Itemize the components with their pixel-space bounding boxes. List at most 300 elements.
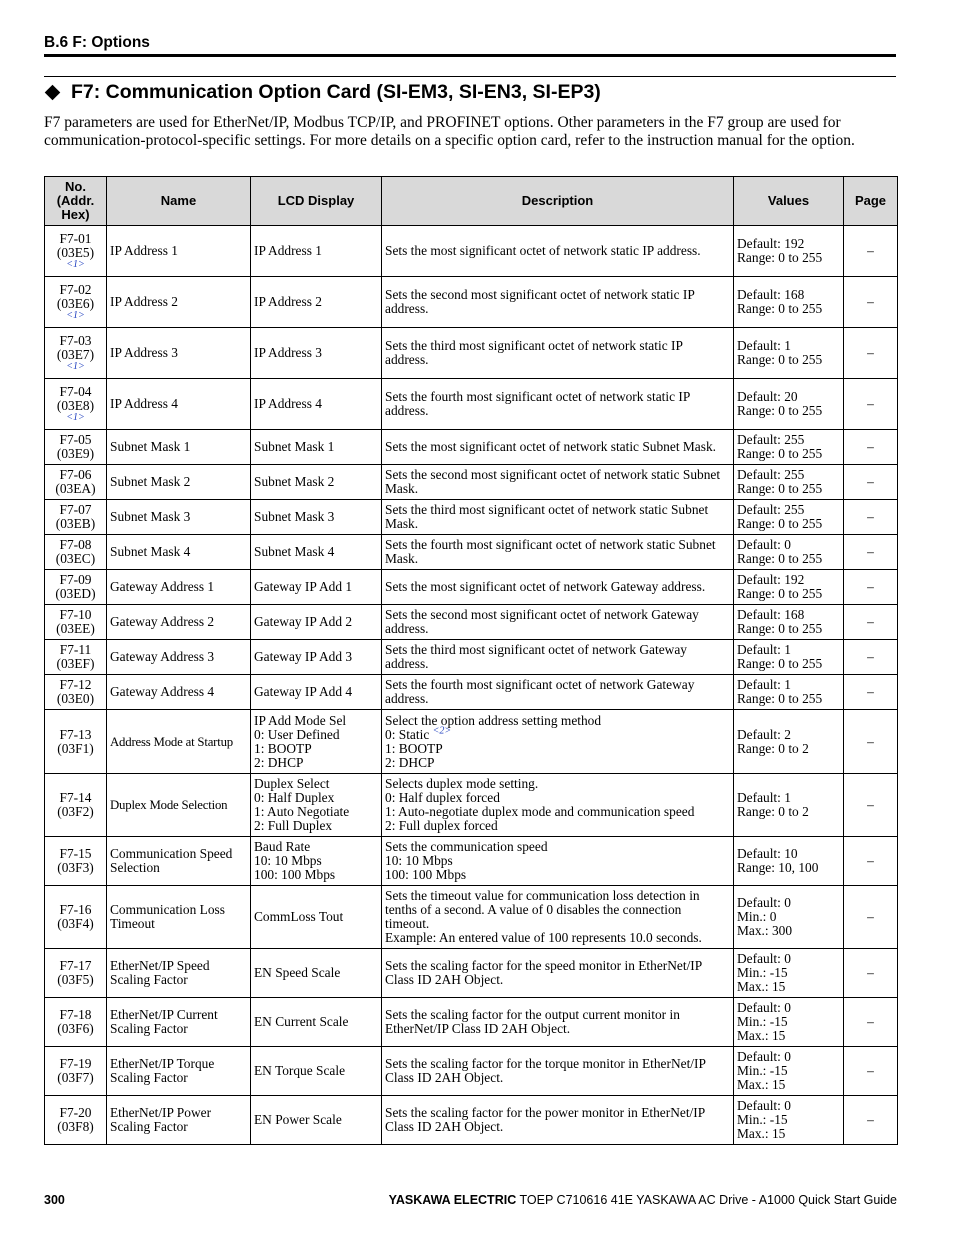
param-name: Subnet Mask 4: [110, 544, 191, 559]
lcd-display-text: Gateway IP Add 3: [254, 649, 353, 664]
table-row: [45, 774, 898, 837]
description-cell: [382, 1047, 734, 1096]
lcd-display-text: 10: 10 Mbps: [254, 853, 322, 868]
value-text: Default: 0: [737, 1098, 791, 1113]
param-number: F7-01: [59, 231, 92, 246]
description-cell: [382, 640, 734, 675]
description-text: address.: [385, 352, 429, 367]
footnote-ref: <1>: [66, 361, 85, 372]
value-text: Max.: 15: [737, 979, 786, 994]
table-row: [45, 430, 898, 465]
values-cell: [734, 1047, 844, 1096]
page-cell: –: [844, 605, 898, 640]
value-text: Range: 0 to 2: [737, 804, 809, 819]
param-number-cell: [45, 379, 107, 430]
description-cell: [382, 837, 734, 886]
values-cell: [734, 570, 844, 605]
description-text: 100: 100 Mbps: [385, 867, 467, 882]
description-text: Mask.: [385, 481, 419, 496]
value-text: Default: 0: [737, 951, 791, 966]
param-name-cell: [107, 277, 251, 328]
description-text: Sets the fourth most significant octet of network static IP: [385, 389, 691, 404]
lcd-display-text: 1: Auto Negotiate: [254, 804, 350, 819]
description-cell: [382, 277, 734, 328]
param-address: (03F1): [57, 740, 94, 756]
param-number: F7-20: [59, 1105, 92, 1120]
param-name: Address Mode at Startup: [110, 734, 233, 749]
lcd-display-cell: [251, 998, 382, 1047]
description-cell: [382, 675, 734, 710]
value-text: Range: 0 to 255: [737, 403, 823, 418]
lcd-display-cell: [251, 430, 382, 465]
description-text: Sets the fourth most significant octet of network Gateway: [385, 677, 695, 692]
table-row: [45, 710, 898, 774]
lcd-display-cell: [251, 710, 382, 774]
values-cell: [734, 774, 844, 837]
param-number: F7-10: [59, 607, 92, 622]
description-cell: [382, 226, 734, 277]
param-number-cell: [45, 837, 107, 886]
param-name: EtherNet/IP Power: [110, 1105, 212, 1120]
param-name: Selection: [110, 860, 160, 875]
values-cell: [734, 465, 844, 500]
table-header-row: [45, 177, 898, 226]
lcd-display-cell: [251, 605, 382, 640]
param-number-cell: [45, 774, 107, 837]
param-address: (03E9): [56, 446, 95, 461]
values-cell: [734, 535, 844, 570]
param-number: F7-04: [59, 384, 92, 399]
footnote-ref: <1>: [66, 310, 85, 321]
lcd-display-text: IP Address 1: [254, 243, 322, 258]
section-header: B.6 F: Options: [44, 33, 896, 57]
table-row: [45, 837, 898, 886]
lcd-display-text: EN Current Scale: [254, 1014, 349, 1029]
description-text: Sets the fourth most significant octet of network static Subnet: [385, 537, 716, 552]
value-text: Range: 0 to 255: [737, 691, 823, 706]
description-cell: [382, 430, 734, 465]
param-address: (03F4): [57, 916, 94, 931]
values-cell: [734, 379, 844, 430]
param-name-cell: [107, 998, 251, 1047]
value-text: Default: 0: [737, 1000, 791, 1015]
values-cell: [734, 949, 844, 998]
value-text: Range: 0 to 255: [737, 586, 823, 601]
lcd-display-cell: [251, 1047, 382, 1096]
description-text: Sets the second most significant octet of network static Subnet: [385, 467, 721, 482]
param-address: (03F5): [57, 972, 94, 987]
param-number: F7-06: [59, 467, 92, 482]
param-number: F7-17: [59, 958, 92, 973]
lcd-display-text: 0: User Defined: [254, 726, 340, 742]
description-text: timeout.: [385, 916, 430, 931]
value-text: Range: 0 to 255: [737, 250, 823, 265]
page-cell: –: [844, 500, 898, 535]
value-text: Range: 10, 100: [737, 860, 819, 875]
param-name: Communication Loss: [110, 902, 225, 917]
param-name: Scaling Factor: [110, 1119, 188, 1134]
values-cell: [734, 430, 844, 465]
description-text: Sets the timeout value for communication loss detection in: [385, 888, 700, 903]
description-text: Select the option address setting method: [385, 712, 602, 728]
values-cell: [734, 710, 844, 774]
param-number-cell: [45, 535, 107, 570]
description-text: 0: Half duplex forced: [385, 790, 500, 805]
param-name: Gateway Address 4: [110, 684, 215, 699]
description-cell: [382, 998, 734, 1047]
param-name: EtherNet/IP Current: [110, 1007, 218, 1022]
values-cell: [734, 1096, 844, 1145]
lcd-display-text: CommLoss Tout: [254, 909, 344, 924]
lcd-display-text: 0: Half Duplex: [254, 790, 335, 805]
param-address: (03EA): [55, 481, 96, 496]
table-row: [45, 1096, 898, 1145]
description-text: address.: [385, 656, 429, 671]
description-cell: [382, 886, 734, 949]
param-number-cell: [45, 1096, 107, 1145]
parameter-table: [44, 176, 898, 1145]
description-text: Sets the scaling factor for the power monitor in EtherNet/IP: [385, 1105, 706, 1120]
description-text: Sets the third most significant octet of network static Subnet: [385, 502, 709, 517]
page-cell: –: [844, 226, 898, 277]
param-name-cell: [107, 1047, 251, 1096]
table-row: [45, 328, 898, 379]
lcd-display-text: 2: Full Duplex: [254, 818, 333, 833]
values-cell: [734, 226, 844, 277]
page-cell: –: [844, 774, 898, 837]
lcd-display-cell: [251, 949, 382, 998]
lcd-display-text: Subnet Mask 4: [254, 544, 335, 559]
param-number-cell: [45, 1047, 107, 1096]
param-name-cell: [107, 886, 251, 949]
description-text: Sets the scaling factor for the output current monitor in: [385, 1007, 680, 1022]
description-text: Class ID 2AH Object.: [385, 1070, 504, 1085]
table-row: [45, 500, 898, 535]
param-number-cell: [45, 710, 107, 774]
description-text: Sets the third most significant octet of network Gateway: [385, 642, 687, 657]
value-text: Max.: 15: [737, 1028, 786, 1043]
table-row: [45, 1047, 898, 1096]
param-address: (03E5): [56, 245, 95, 260]
page-cell: –: [844, 886, 898, 949]
param-number: F7-18: [59, 1007, 92, 1022]
value-text: Max.: 15: [737, 1126, 786, 1141]
description-cell: [382, 774, 734, 837]
param-number-cell: [45, 570, 107, 605]
lcd-display-cell: [251, 837, 382, 886]
description-text: 0: Static: [385, 726, 430, 742]
value-text: Default: 1: [737, 642, 791, 657]
param-name-cell: [107, 500, 251, 535]
description-text: Sets the most significant octet of network Gateway address.: [385, 579, 706, 594]
param-name: Gateway Address 1: [110, 579, 215, 594]
value-text: Range: 0 to 255: [737, 516, 823, 531]
intro-paragraph: F7 parameters are used for EtherNet/IP, Modbus TCP/IP, and PROFINET options. Other parameters in the F7 group are used for communication-protocol-specific settings. For more details on a specific option card, refer to the instruction manual for the option.: [44, 114, 855, 149]
page-number: 300: [44, 1193, 65, 1207]
page-cell: –: [844, 430, 898, 465]
value-text: Default: 2: [737, 726, 791, 742]
value-text: Min.: -15: [737, 1014, 788, 1029]
param-name-cell: [107, 837, 251, 886]
description-text: Example: An entered value of 100 represents 10.0 seconds.: [385, 930, 702, 945]
lcd-display-text: Gateway IP Add 2: [254, 614, 353, 629]
value-text: Default: 1: [737, 338, 791, 353]
param-name-cell: [107, 379, 251, 430]
param-address: (03F8): [57, 1119, 94, 1134]
description-text: Sets the most significant octet of network static Subnet Mask.: [385, 439, 716, 454]
param-number-cell: [45, 675, 107, 710]
param-number: F7-02: [59, 282, 92, 297]
param-name: IP Address 3: [110, 345, 178, 360]
param-number: F7-05: [59, 432, 92, 447]
description-text: Class ID 2AH Object.: [385, 1119, 504, 1134]
param-number-cell: [45, 277, 107, 328]
description-cell: [382, 1096, 734, 1145]
header-page: Page: [844, 177, 898, 226]
lcd-display-text: IP Add Mode Sel: [254, 712, 347, 728]
param-number: F7-03: [59, 333, 92, 348]
lcd-display-cell: [251, 886, 382, 949]
lcd-display-text: EN Speed Scale: [254, 965, 341, 980]
description-cell: [382, 465, 734, 500]
description-text: 2: DHCP: [385, 754, 435, 770]
param-address: (03E0): [56, 691, 95, 706]
param-name: Subnet Mask 1: [110, 439, 191, 454]
lcd-display-cell: [251, 226, 382, 277]
param-number-cell: [45, 886, 107, 949]
description-text: address.: [385, 301, 429, 316]
table-row: [45, 998, 898, 1047]
param-address: (03EF): [56, 656, 95, 671]
value-text: Min.: -15: [737, 1112, 788, 1127]
value-text: Range: 0 to 255: [737, 656, 823, 671]
value-text: Min.: -15: [737, 965, 788, 980]
param-name-cell: [107, 774, 251, 837]
param-name-cell: [107, 226, 251, 277]
lcd-display-text: EN Power Scale: [254, 1112, 342, 1127]
value-text: Default: 192: [737, 236, 805, 251]
param-name: Gateway Address 2: [110, 614, 215, 629]
param-number-cell: [45, 328, 107, 379]
param-name: Gateway Address 3: [110, 649, 215, 664]
value-text: Max.: 15: [737, 1077, 786, 1092]
page-cell: –: [844, 949, 898, 998]
param-number-cell: [45, 465, 107, 500]
param-name: Communication Speed: [110, 846, 233, 861]
values-cell: [734, 605, 844, 640]
param-name: Duplex Mode Selection: [110, 798, 228, 812]
table-row: [45, 949, 898, 998]
values-cell: [734, 998, 844, 1047]
param-name-cell: [107, 570, 251, 605]
param-number-cell: [45, 500, 107, 535]
lcd-display-cell: [251, 328, 382, 379]
value-text: Default: 1: [737, 677, 791, 692]
value-text: Default: 168: [737, 287, 805, 302]
values-cell: [734, 675, 844, 710]
title-rule: [44, 76, 896, 77]
diamond-bullet-icon: [45, 84, 61, 100]
param-number-cell: [45, 605, 107, 640]
param-number-cell: [45, 998, 107, 1047]
description-cell: [382, 605, 734, 640]
value-text: Default: 10: [737, 846, 798, 861]
values-cell: [734, 640, 844, 675]
section-title: [44, 80, 896, 104]
param-number: F7-16: [59, 902, 92, 917]
footnote-ref: <2>: [432, 725, 452, 737]
table-row: [45, 675, 898, 710]
description-cell: [382, 949, 734, 998]
lcd-display-cell: [251, 675, 382, 710]
table-row: [45, 886, 898, 949]
param-name: Subnet Mask 2: [110, 474, 191, 489]
value-text: Min.: 0: [737, 909, 777, 924]
page-cell: –: [844, 710, 898, 774]
description-text: tenths of a second. A value of 0 disables the connection: [385, 902, 682, 917]
value-text: Default: 20: [737, 389, 798, 404]
param-number: F7-11: [59, 642, 92, 657]
value-text: Range: 0 to 255: [737, 621, 823, 636]
param-address: (03E7): [56, 347, 95, 362]
param-number: F7-08: [59, 537, 92, 552]
description-text: Class ID 2AH Object.: [385, 972, 504, 987]
description-text: 1: BOOTP: [385, 740, 443, 756]
value-text: Default: 255: [737, 467, 805, 482]
description-text: address.: [385, 621, 429, 636]
description-text: 10: 10 Mbps: [385, 853, 453, 868]
param-name-cell: [107, 605, 251, 640]
description-text: Sets the second most significant octet of network static IP: [385, 287, 695, 302]
lcd-display-cell: [251, 465, 382, 500]
param-name-cell: [107, 1096, 251, 1145]
values-cell: [734, 886, 844, 949]
value-text: Default: 192: [737, 572, 805, 587]
lcd-display-text: Subnet Mask 3: [254, 509, 335, 524]
table-row: [45, 465, 898, 500]
footer-brand: YASKAWA ELECTRIC: [388, 1193, 517, 1207]
param-address: (03EB): [55, 516, 96, 531]
lcd-display-text: 2: DHCP: [254, 754, 304, 770]
values-cell: [734, 277, 844, 328]
lcd-display-cell: [251, 535, 382, 570]
value-text: Range: 0 to 255: [737, 481, 823, 496]
param-number: F7-15: [59, 846, 92, 861]
page-cell: –: [844, 998, 898, 1047]
description-cell: [382, 379, 734, 430]
page-cell: –: [844, 640, 898, 675]
description-cell: [382, 710, 734, 774]
description-text: Sets the third most significant octet of network static IP: [385, 338, 683, 353]
value-text: Range: 0 to 2: [737, 740, 809, 756]
value-text: Range: 0 to 255: [737, 446, 823, 461]
param-name: Subnet Mask 3: [110, 509, 191, 524]
table-body: [45, 226, 898, 1145]
param-address: (03E8): [56, 398, 95, 413]
value-text: Default: 0: [737, 537, 791, 552]
header-no: No. (Addr. Hex): [45, 177, 107, 226]
lcd-display-text: IP Address 2: [254, 294, 322, 309]
page-cell: –: [844, 379, 898, 430]
param-name: Timeout: [110, 916, 155, 931]
description-text: address.: [385, 691, 429, 706]
value-text: Range: 0 to 255: [737, 352, 823, 367]
lcd-display-cell: [251, 774, 382, 837]
value-text: Default: 0: [737, 1049, 791, 1064]
page-cell: –: [844, 675, 898, 710]
param-name: IP Address 2: [110, 294, 178, 309]
description-text: Sets the second most significant octet of network Gateway: [385, 607, 699, 622]
description-text: Mask.: [385, 551, 419, 566]
description-text: 2: Full duplex forced: [385, 818, 498, 833]
lcd-display-text: Gateway IP Add 1: [254, 579, 353, 594]
table-row: [45, 535, 898, 570]
description-cell: [382, 535, 734, 570]
table-row: [45, 226, 898, 277]
values-cell: [734, 837, 844, 886]
page-cell: –: [844, 1096, 898, 1145]
footnote-ref: <1>: [66, 259, 85, 270]
param-number: F7-19: [59, 1056, 92, 1071]
value-text: Default: 0: [737, 895, 791, 910]
param-name: EtherNet/IP Torque: [110, 1056, 215, 1071]
page-cell: –: [844, 1047, 898, 1096]
lcd-display-text: Duplex Select: [254, 776, 330, 791]
param-number-cell: [45, 226, 107, 277]
lcd-display-text: Subnet Mask 1: [254, 439, 335, 454]
param-name-cell: [107, 430, 251, 465]
lcd-display-cell: [251, 379, 382, 430]
param-name-cell: [107, 675, 251, 710]
page-cell: –: [844, 277, 898, 328]
description-text: Sets the communication speed: [385, 839, 548, 854]
param-address: (03F2): [57, 804, 94, 819]
param-name-cell: [107, 640, 251, 675]
param-name: EtherNet/IP Speed: [110, 958, 210, 973]
lcd-display-text: 100: 100 Mbps: [254, 867, 336, 882]
description-text: 1: Auto-negotiate duplex mode and communication speed: [385, 804, 695, 819]
values-cell: [734, 328, 844, 379]
description-cell: [382, 328, 734, 379]
description-text: EtherNet/IP Class ID 2AH Object.: [385, 1021, 571, 1036]
description-text: Selects duplex mode setting.: [385, 776, 539, 791]
table-row: [45, 605, 898, 640]
page-cell: –: [844, 837, 898, 886]
page-cell: –: [844, 328, 898, 379]
param-name-cell: [107, 535, 251, 570]
value-text: Default: 255: [737, 502, 805, 517]
description-line: [385, 725, 730, 742]
param-address: (03F7): [57, 1070, 94, 1085]
lcd-display-cell: [251, 277, 382, 328]
param-address: (03F3): [57, 860, 94, 875]
param-number: F7-09: [59, 572, 92, 587]
description-cell: [382, 570, 734, 605]
lcd-display-text: EN Torque Scale: [254, 1063, 346, 1078]
lcd-display-text: IP Address 4: [254, 396, 322, 411]
param-name-cell: [107, 328, 251, 379]
values-cell: [734, 500, 844, 535]
value-text: Range: 0 to 255: [737, 301, 823, 316]
description-text: Sets the scaling factor for the speed monitor in EtherNet/IP: [385, 958, 703, 973]
header-values: Values: [734, 177, 844, 226]
param-name-cell: [107, 465, 251, 500]
description-cell: [382, 500, 734, 535]
param-number-cell: [45, 430, 107, 465]
value-text: Range: 0 to 255: [737, 551, 823, 566]
param-name-cell: [107, 949, 251, 998]
header-description: Description: [382, 177, 734, 226]
